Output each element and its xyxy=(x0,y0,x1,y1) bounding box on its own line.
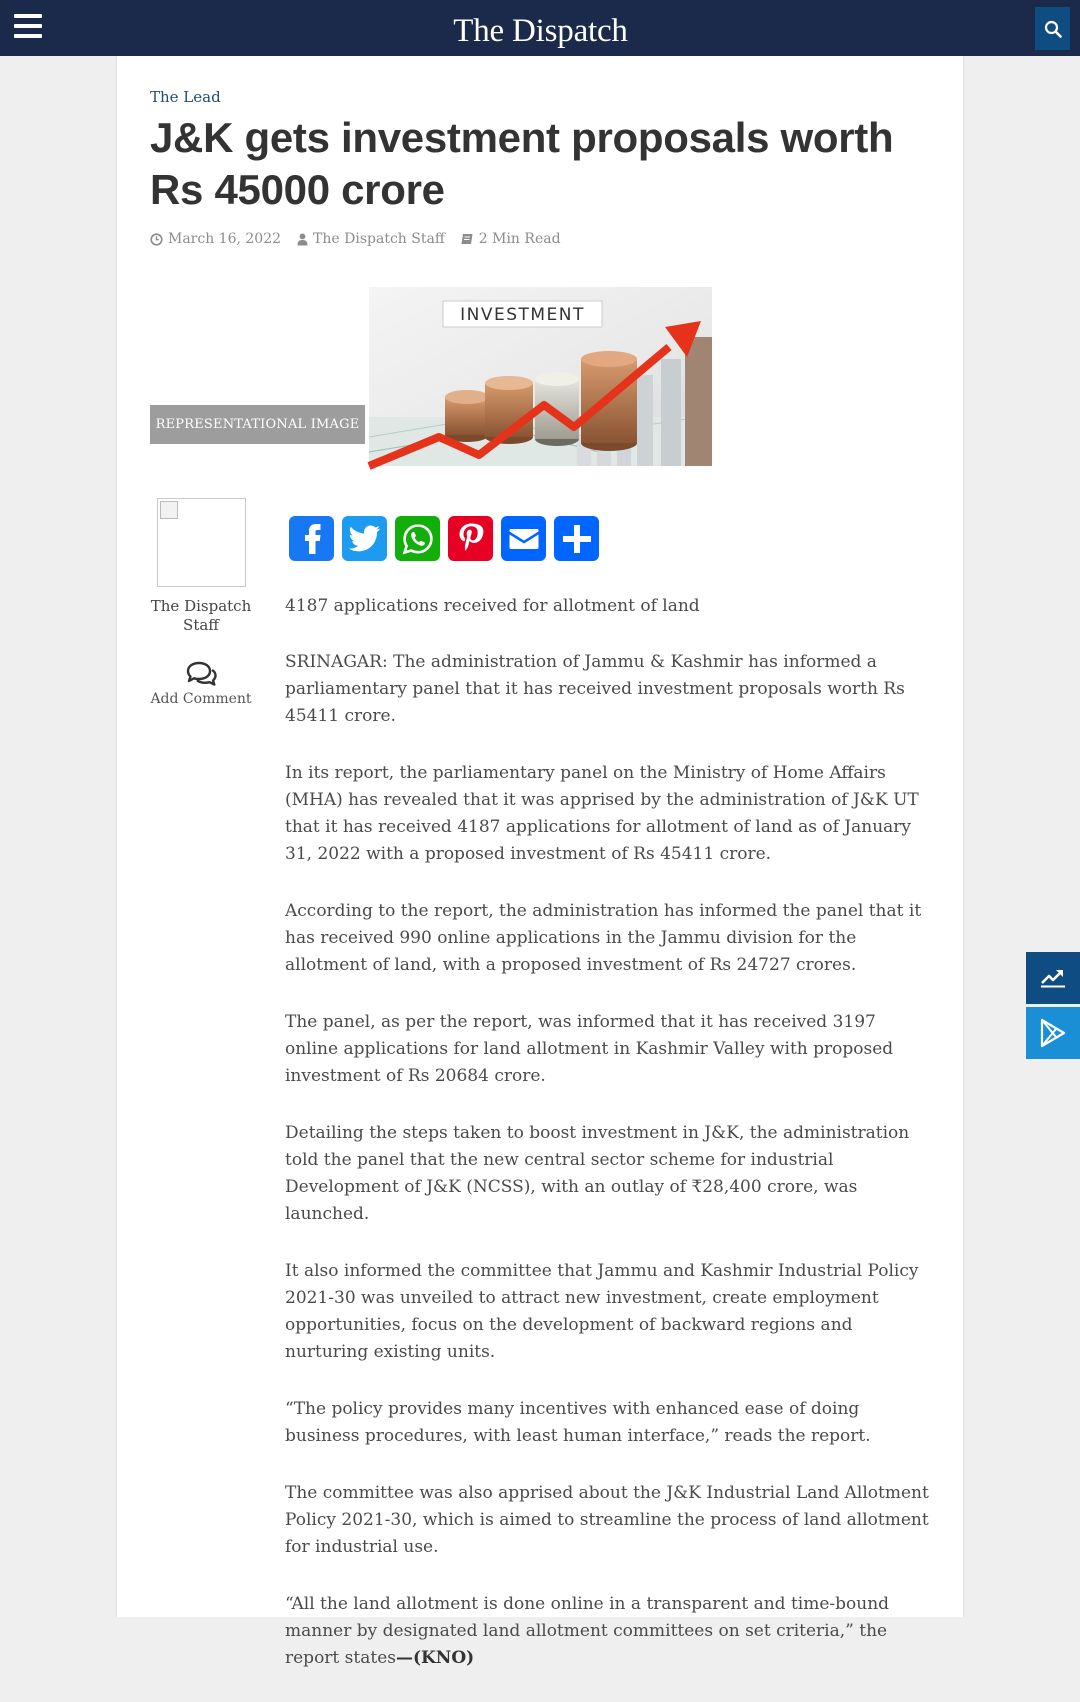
article-paragraph: In its report, the parliamentary panel on the Ministry of Home Affairs (MHA) has revealed that it was apprised by the administration of J&K UT that it has received 4187 applications for allotment of land as of January 31, 2022 with a proposed investment of Rs 45411 crore. xyxy=(285,763,919,864)
share-buttons xyxy=(289,516,607,561)
author-text: The Dispatch Staff xyxy=(313,231,445,247)
hamburger-menu-icon[interactable] xyxy=(14,14,42,40)
article-paragraph: The panel, as per the report, was informed that it has received 3197 online applications for land allotment in Kashmir Valley with proposed investment of Rs 20684 crore. xyxy=(285,1012,894,1086)
article-body xyxy=(285,593,930,1702)
site-logo[interactable] xyxy=(451,0,630,59)
whatsapp-share-button[interactable] xyxy=(395,516,440,561)
top-navigation-bar xyxy=(0,0,1080,56)
add-comment-link[interactable]: Add Comment xyxy=(150,691,252,707)
article-author[interactable] xyxy=(297,231,445,247)
article-paragraph: SRINAGAR: The administration of Jammu & Kashmir has informed a parliamentary panel that it has received investment proposals worth Rs 45411 crore. xyxy=(285,652,905,726)
article-meta xyxy=(150,231,577,247)
article-title: J&K gets investment proposals worth Rs 45000 crore xyxy=(150,114,894,213)
article-paragraph-last xyxy=(285,1591,930,1672)
google-play-widget-button[interactable] xyxy=(1026,1007,1080,1059)
feature-image xyxy=(369,287,712,466)
article-paragraph: According to the report, the administration has informed the panel that it has received 990 online applications in the Jammu division for the allotment of land, with a proposed investment of Rs 24727 crores. xyxy=(285,901,922,975)
article-paragraph: The committee was also apprised about the J&K Industrial Land Allotment Policy 2021-30, which is aimed to streamline the process of land allotment for industrial use. xyxy=(285,1483,929,1557)
plus-icon xyxy=(562,524,592,554)
comments-icon[interactable] xyxy=(185,661,217,687)
article-paragraph: Detailing the steps taken to boost investment in J&K, the administration told the panel that the new central sector scheme for industrial Development of J&K (NCSS), with an outlay of ₹28,400 crore, was launched. xyxy=(285,1123,910,1224)
article-paragraph: It also informed the committee that Jammu and Kashmir Industrial Policy 2021-30 was unveiled to attract new investment, create employment opportunities, focus on the development of backward regions and nurturing existing units. xyxy=(285,1261,919,1362)
author-avatar[interactable] xyxy=(157,498,246,587)
image-investment-text: INVESTMENT xyxy=(460,305,585,325)
news-agency-credit: —(KNO) xyxy=(395,1648,475,1668)
search-button[interactable] xyxy=(1035,7,1070,50)
twitter-share-button[interactable] xyxy=(342,516,387,561)
article-date xyxy=(150,231,281,247)
facebook-icon xyxy=(299,524,325,554)
user-icon xyxy=(297,233,308,246)
whatsapp-icon xyxy=(402,523,434,555)
email-share-button[interactable] xyxy=(501,516,546,561)
author-box xyxy=(150,498,252,707)
pinterest-share-button[interactable] xyxy=(448,516,493,561)
twitter-icon xyxy=(349,525,381,552)
date-text: March 16, 2022 xyxy=(168,231,282,247)
broken-image-icon xyxy=(160,501,178,519)
more-share-button[interactable] xyxy=(554,516,599,561)
article-read-time xyxy=(461,231,561,247)
article-paragraph: “The policy provides many incentives with enhanced ease of doing business procedures, with least human interface,” reads the report. xyxy=(285,1399,871,1446)
read-time-text: 2 Min Read xyxy=(478,231,561,247)
email-icon xyxy=(509,527,539,551)
book-icon xyxy=(461,233,474,245)
article-category-link[interactable]: The Lead xyxy=(150,88,221,106)
google-play-icon xyxy=(1040,1019,1066,1047)
search-icon xyxy=(1044,20,1062,38)
pinterest-icon xyxy=(458,523,484,555)
site-name: The Dispatch xyxy=(453,13,628,49)
author-box-name[interactable]: The Dispatch Staff xyxy=(150,597,252,634)
image-caption-badge: REPRESENTATIONAL IMAGE xyxy=(150,405,365,444)
last-paragraph-text: “All the land allotment is done online in a transparent and time-bound manner by designated land allotment committees on set criteria,” the report states xyxy=(285,1594,890,1668)
article-paragraph: 4187 applications received for allotment of land xyxy=(285,596,700,616)
facebook-share-button[interactable] xyxy=(289,516,334,561)
clock-icon xyxy=(150,233,163,246)
trending-up-icon xyxy=(1040,968,1066,988)
trending-widget-button[interactable] xyxy=(1026,952,1080,1004)
